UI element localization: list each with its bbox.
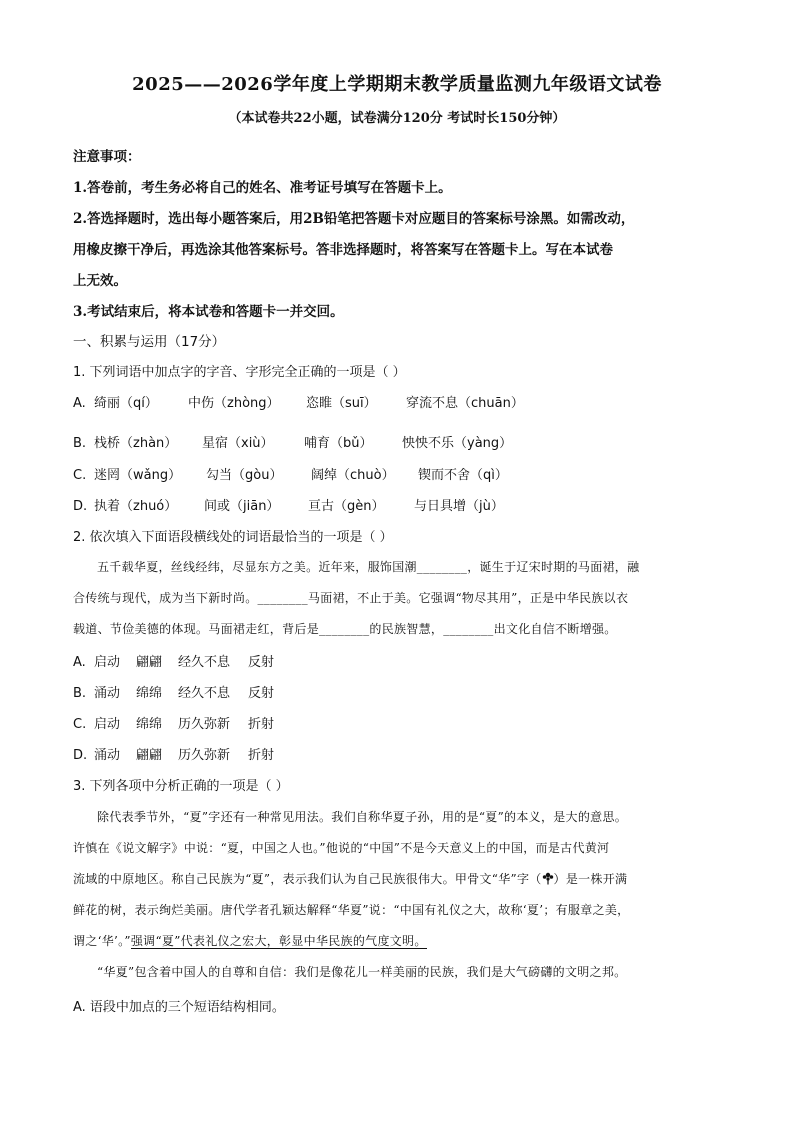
q2-option-c bbox=[73, 713, 274, 732]
option-word: 绵绵 bbox=[136, 717, 163, 732]
q1-option-d bbox=[73, 495, 504, 514]
q3-passage-line-3 bbox=[73, 870, 627, 887]
q3-passage-line-3-text: 流域的中原地区。称自己民族为“夏”，表示我们认为自己民族很伟大。甲骨文“华”字（ bbox=[73, 872, 542, 886]
option-word: 翩翩 bbox=[136, 655, 163, 670]
option-word: 绮丽（qí） bbox=[94, 396, 158, 411]
option-word: 阔绰（chuò） bbox=[311, 468, 395, 483]
q1-stem: 1. 下列词语中加点字的字音、字形完全正确的一项是（ ） bbox=[73, 365, 406, 380]
option-word: 涌动 bbox=[94, 686, 121, 701]
option-word: 历久弥新 bbox=[178, 748, 231, 763]
option-word: 与日具增（jù） bbox=[414, 499, 504, 514]
option-word: 反射 bbox=[248, 686, 275, 701]
q2-passage-line-2: 合传统与现代，成为当下新时尚。________马面裙，不止于美。它强调“物尽其用”，正是中华民族以衣 bbox=[73, 591, 629, 605]
q3-passage-line-3-tail: ）是一株开满 bbox=[553, 872, 628, 886]
option-word: 历久弥新 bbox=[178, 717, 231, 732]
option-word: 中伤（zhòng） bbox=[188, 396, 280, 411]
q2-stem: 2. 依次填入下面语段横线处的词语最恰当的一项是（ ） bbox=[73, 530, 393, 545]
option-word: 哺育（bǔ） bbox=[304, 436, 373, 451]
option-word: 间或（jiān） bbox=[204, 499, 280, 514]
option-word: 锲而不舍（qì） bbox=[418, 468, 508, 483]
q3-passage-line-4: 鲜花的树，表示绚烂美丽。唐代学者孔颖达解释“华夏”说：“中国有礼仪之大，故称‘夏’；有服章之美， bbox=[73, 903, 630, 917]
option-word: 怏怏不乐（yàng） bbox=[402, 436, 513, 451]
q3-passage-line-6: “华夏”包含着中国人的自尊和自信：我们是像花儿一样美丽的民族，我们是大气磅礴的文明之邦。 bbox=[97, 965, 627, 979]
option-word: 启动 bbox=[94, 655, 121, 670]
option-label: D. bbox=[73, 499, 88, 514]
oracle-bone-hua-icon bbox=[542, 872, 554, 885]
notice-item-1: 1.答卷前，考生务必将自己的姓名、准考证号填写在答题卡上。 bbox=[73, 180, 452, 196]
q2-passage-line-1: 五千载华夏，丝线经纬，尽显东方之美。近年来，服饰国潮________，诞生于辽宋时期的马面裙，融 bbox=[97, 560, 640, 574]
option-label: C. bbox=[73, 717, 87, 732]
option-word: 亘古（gèn） bbox=[308, 499, 385, 514]
q2-passage-line-3: 载道、节俭美德的体现。马面裙走红，背后是________的民族智慧，________出文化自信不断增强。 bbox=[73, 622, 617, 636]
option-word: 迷罔（wǎng） bbox=[94, 468, 182, 483]
q3-stem: 3. 下列各项中分析正确的一项是（ ） bbox=[73, 779, 289, 794]
option-word: 翩翩 bbox=[136, 748, 163, 763]
option-label: B. bbox=[73, 686, 87, 701]
option-word: 折射 bbox=[248, 748, 275, 763]
q1-option-b bbox=[73, 432, 512, 451]
notice-item-2-cont: 用橡皮擦干净后，再选涂其他答案标号。答非选择题时，将答案写在答题卡上。写在本试卷 bbox=[73, 242, 613, 258]
option-word: 穿流不息（chuān） bbox=[406, 396, 524, 411]
option-word: 恣睢（suī） bbox=[306, 396, 377, 411]
page-subtitle: （本试卷共22小题，试卷满分120分 考试时长150分钟） bbox=[228, 111, 566, 126]
option-word: 涌动 bbox=[94, 748, 121, 763]
q2-option-b bbox=[73, 682, 274, 701]
option-word: 绵绵 bbox=[136, 686, 163, 701]
option-label: A. bbox=[73, 655, 86, 670]
notice-heading: 注意事项： bbox=[73, 149, 141, 165]
q1-option-a bbox=[73, 392, 524, 411]
q3-option-a: A. 语段中加点的三个短语结构相同。 bbox=[73, 1000, 285, 1015]
section-heading: 一、积累与运用（17分） bbox=[73, 334, 226, 350]
option-word: 经久不息 bbox=[178, 655, 231, 670]
q2-option-a bbox=[73, 651, 274, 670]
option-word: 经久不息 bbox=[178, 686, 231, 701]
q3-passage-line-5-text: 谓之‘华’。” bbox=[73, 934, 131, 948]
option-word: 星宿（xiù） bbox=[202, 436, 274, 451]
q3-passage-line-2: 许慎在《说文解字》中说：“夏，中国之人也。”他说的“中国”不是今天意义上的中国，而是古代黄河 bbox=[73, 841, 610, 855]
notice-item-2: 2.答选择题时，选出每小题答案后，用2B铅笔把答题卡对应题目的答案标号涂黑。如需改动， bbox=[73, 211, 635, 227]
notice-item-2-end: 上无效。 bbox=[73, 273, 127, 289]
option-label: C. bbox=[73, 468, 87, 483]
option-label: B. bbox=[73, 436, 87, 451]
page-title: 2025——2026学年度上学期期末教学质量监测九年级语文试卷 bbox=[132, 74, 662, 95]
option-word: 执着（zhuó） bbox=[94, 499, 178, 514]
q3-passage-line-5 bbox=[73, 932, 427, 949]
option-label: A. bbox=[73, 396, 86, 411]
option-word: 折射 bbox=[248, 717, 275, 732]
option-label: D. bbox=[73, 748, 88, 763]
q3-underlined-sentence: 强调“夏”代表礼仪之宏大，彰显中华民族的气度文明。 bbox=[130, 934, 427, 948]
q2-option-d bbox=[73, 744, 274, 763]
notice-item-3: 3.考试结束后，将本试卷和答题卡一并交回。 bbox=[73, 304, 344, 320]
option-word: 反射 bbox=[248, 655, 275, 670]
option-word: 勾当（gòu） bbox=[206, 468, 283, 483]
option-word: 栈桥（zhàn） bbox=[94, 436, 178, 451]
q3-passage-line-1: 除代表季节外，“夏”字还有一种常见用法。我们自称华夏子孙，用的是“夏”的本义，是大的意思。 bbox=[97, 810, 628, 824]
option-word: 启动 bbox=[94, 717, 121, 732]
q1-option-c bbox=[73, 464, 508, 483]
